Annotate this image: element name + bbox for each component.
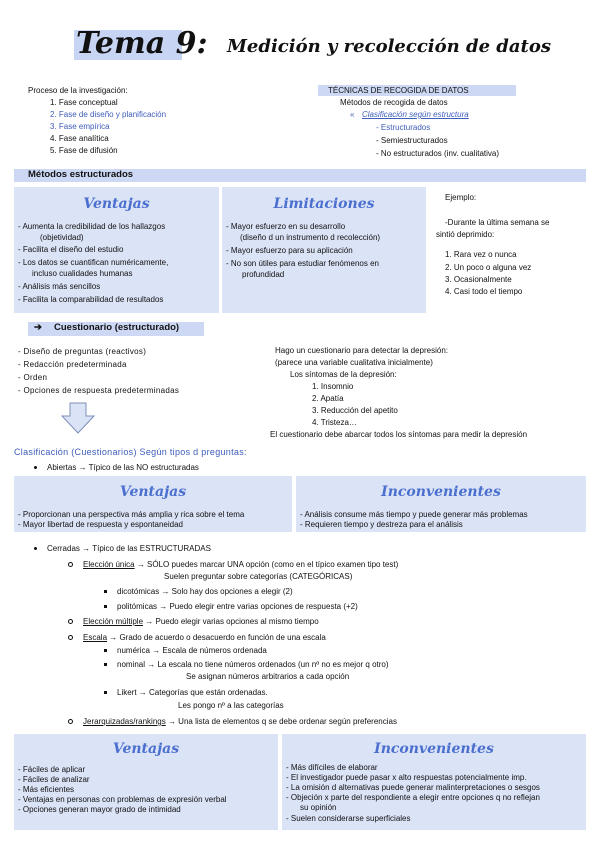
proceso-item: 2. Fase de diseño y planificación <box>50 110 167 119</box>
tecnicas-item: - Estructurados <box>376 123 431 132</box>
cerradas-ventajas-item: - Más eficientes <box>18 785 75 794</box>
abiertas-inconv-title: Inconvenientes <box>381 484 501 500</box>
cuestionario-item: - Redacción predeterminada <box>18 360 127 369</box>
down-arrow-icon <box>60 402 96 434</box>
cuestionario-item: - Opciones de respuesta predeterminadas <box>18 386 180 395</box>
ventajas-item: - Análisis más sencillos <box>18 282 101 291</box>
ventajas-item: - Los datos se cuantifican numéricamente, <box>18 258 169 267</box>
numerica-item <box>104 646 267 656</box>
tecnicas-item: - Semiestructurados <box>376 136 448 145</box>
limitaciones-item: - No son útiles para estudiar fenómenos en <box>226 259 379 268</box>
cuestionario-heading: Cuestionario (estructurado) <box>54 322 180 333</box>
escala-label: Escala <box>83 633 108 642</box>
tecnicas-heading: TÉCNICAS DE RECOGIDA DE DATOS <box>328 86 469 95</box>
depresion-intro: Hago un cuestionario para detectar la depresión: <box>275 346 448 355</box>
cerradas-inconv-item: su opinión <box>300 803 337 812</box>
cerradas-ventajas-item: - Fáciles de analizar <box>18 775 90 784</box>
clasificacion-heading: Clasificación (Cuestionarios) Según tipos d preguntas: <box>14 447 247 457</box>
ventajas-item: (objetividad) <box>40 233 84 242</box>
nominal-item <box>104 660 389 670</box>
ejemplo-item: 3. Ocasionalmente <box>445 275 512 284</box>
ejemplo-item: -Durante la última semana se <box>445 218 550 227</box>
eleccion-unica-text: → SÓLO puedes marcar UNA opción (como en el típico examen tipo test) <box>134 560 399 569</box>
eleccion-unica-text2: Suelen preguntar sobre categorías (CATEGÓRICAS) <box>164 572 353 581</box>
cerradas-item <box>34 544 211 554</box>
dicotomicas-item <box>104 587 293 597</box>
abiertas-inconv-item: - Requieren tiempo y destreza para el análisis <box>300 520 463 529</box>
ejemplo-item: Ejemplo: <box>445 193 477 202</box>
eleccion-multiple-label: Elección múltiple <box>83 617 144 626</box>
limitaciones-item: (diseño d un instrumento d recolección) <box>240 233 381 242</box>
jerarquizadas-item <box>68 717 397 727</box>
ventajas-item: - Facilita la comparabilidad de resultados <box>18 295 164 304</box>
cerradas-inconv-item: - La omisión d alternativas puede generar malinterpretaciones o sesgos <box>286 783 540 792</box>
ejemplo-item: sintió deprimido: <box>436 230 495 239</box>
cerradas-ventajas-title: Ventajas <box>112 741 180 757</box>
proceso-heading: Proceso de la investigación: <box>28 86 128 95</box>
tecnicas-clasificacion: Clasificación según estructura <box>362 110 469 119</box>
cerradas-text: Cerradas → Típico de las ESTRUCTURADAS <box>47 544 211 553</box>
depresion-item: 4. Tristeza… <box>312 418 357 427</box>
abiertas-ventajas-item: - Mayor libertad de respuesta y espontaneidad <box>18 520 183 529</box>
bullet-icon <box>68 562 73 567</box>
metodos-heading: Métodos estructurados <box>28 169 134 180</box>
abiertas-inconv-item: - Análisis consume más tiempo y puede generar más problemas <box>300 510 528 519</box>
tecnicas-metodos: Métodos de recogida de datos <box>340 98 448 107</box>
proceso-item: 1. Fase conceptual <box>50 98 118 107</box>
likert-text2: Les pongo nº a las categorías <box>178 701 284 710</box>
cerradas-inconv-title: Inconvenientes <box>374 741 494 757</box>
limitaciones-item: - Mayor esfuerzo para su aplicación <box>226 246 353 255</box>
proceso-item: 3. Fase empírica <box>50 122 110 131</box>
proceso-item: 4. Fase analítica <box>50 134 109 143</box>
likert-item <box>104 688 268 698</box>
limitaciones-item: profundidad <box>242 270 285 279</box>
depresion-item: 2. Apatía <box>312 394 344 403</box>
abiertas-item <box>34 463 199 473</box>
arrow-icon: ➔ <box>34 322 42 333</box>
cerradas-ventajas-item: - Opciones generan mayor grado de intimidad <box>18 805 181 814</box>
page-title: Tema 9: <box>76 26 208 61</box>
bullet-icon <box>104 663 107 666</box>
cerradas-ventajas-item: - Ventajas en personas con problemas de expresión verbal <box>18 795 227 804</box>
eleccion-unica-label: Elección única <box>83 560 135 569</box>
ventajas-item: incluso cualidades humanas <box>32 269 133 278</box>
proceso-item: 5. Fase de difusión <box>50 146 118 155</box>
dicotomicas-text: dicotómicas → Solo hay dos opciones a elegir (2) <box>117 587 293 596</box>
nominal-text2: Se asignan números arbitrarios a cada opción <box>186 672 350 681</box>
cuestionario-item: - Diseño de preguntas (reactivos) <box>18 347 147 356</box>
depresion-conclusion: El cuestionario debe abarcar todos los síntomas para medir la depresión <box>270 430 528 439</box>
bullet-icon <box>104 649 107 652</box>
bullet-icon <box>34 547 37 550</box>
ventajas-item: - Aumenta la credibilidad de los hallazgos <box>18 222 166 231</box>
jerarquizadas-text: → Una lista de elementos q se debe ordenar según preferencias <box>165 717 397 726</box>
depresion-item: 3. Reducción del apetito <box>312 406 398 415</box>
bullet-icon <box>104 691 107 694</box>
nominal-text: nominal → La escala no tiene números ordenados (un nº no es mejor q otro) <box>117 660 389 669</box>
eleccion-unica-item <box>68 560 398 570</box>
tecnicas-item: - No estructurados (inv. cualitativa) <box>376 149 500 158</box>
depresion-sintomas: Los síntomas de la depresión: <box>290 370 397 379</box>
limitaciones-item: - Mayor esfuerzo en su desarrollo <box>226 222 346 231</box>
cerradas-inconv-item: - Más difíciles de elaborar <box>286 763 378 772</box>
cerradas-inconv-item: - Suelen considerarse superficiales <box>286 814 411 823</box>
limitaciones-title: Limitaciones <box>273 196 375 212</box>
bullet-icon <box>68 635 73 640</box>
jerarquizadas-label: Jerarquizadas/rankings <box>83 717 166 726</box>
cuestionario-item: - Orden <box>18 373 48 382</box>
ejemplo-item: 1. Rara vez o nunca <box>445 250 517 259</box>
page-subtitle: Medición y recolección de datos <box>227 36 551 57</box>
bullet-icon <box>68 619 73 624</box>
eleccion-multiple-text: → Puedo elegir varias opciones al mismo tiempo <box>143 617 319 626</box>
escala-text: → Grado de acuerdo o desacuerdo en función de una escala <box>107 633 326 642</box>
likert-text: Likert → Categorías que están ordenadas. <box>117 688 268 697</box>
politomicas-text: politómicas → Puedo elegir entre varias opciones de respuesta (+2) <box>117 602 358 611</box>
depresion-item: 1. Insomnio <box>312 382 354 391</box>
bullet-icon <box>34 466 37 469</box>
cerradas-inconv-item: - El investigador puede pasar x alto respuestas potencialmente imp. <box>286 773 527 782</box>
ventajas-item: - Facilita el diseño del estudio <box>18 245 124 254</box>
abiertas-ventajas-title: Ventajas <box>119 484 187 500</box>
politomicas-item <box>104 602 358 612</box>
bullet-icon <box>68 719 73 724</box>
ventajas-title: Ventajas <box>83 196 150 212</box>
abiertas-ventajas-item: - Proporcionan una perspectiva más amplia y rica sobre el tema <box>18 510 245 519</box>
abiertas-text: Abiertas → Típico de las NO estructuradas <box>47 463 199 472</box>
numerica-text: numérica → Escala de números ordenada <box>117 646 267 655</box>
ejemplo-item: 2. Un poco o alguna vez <box>445 263 532 272</box>
bullet-icon <box>104 605 107 608</box>
ejemplo-item: 4. Casi todo el tiempo <box>445 287 523 296</box>
depresion-intro: (parece una variable cualitativa inicialmente) <box>275 358 433 367</box>
tecnicas-clasificacion-marker: « <box>350 110 355 119</box>
cerradas-inconv-item: - Objeción x parte del respondiente a elegir entre opciones q no reflejan <box>286 793 540 802</box>
cerradas-ventajas-item: - Fáciles de aplicar <box>18 765 86 774</box>
bullet-icon <box>104 590 107 593</box>
eleccion-multiple-item <box>68 617 319 627</box>
escala-item <box>68 633 326 643</box>
